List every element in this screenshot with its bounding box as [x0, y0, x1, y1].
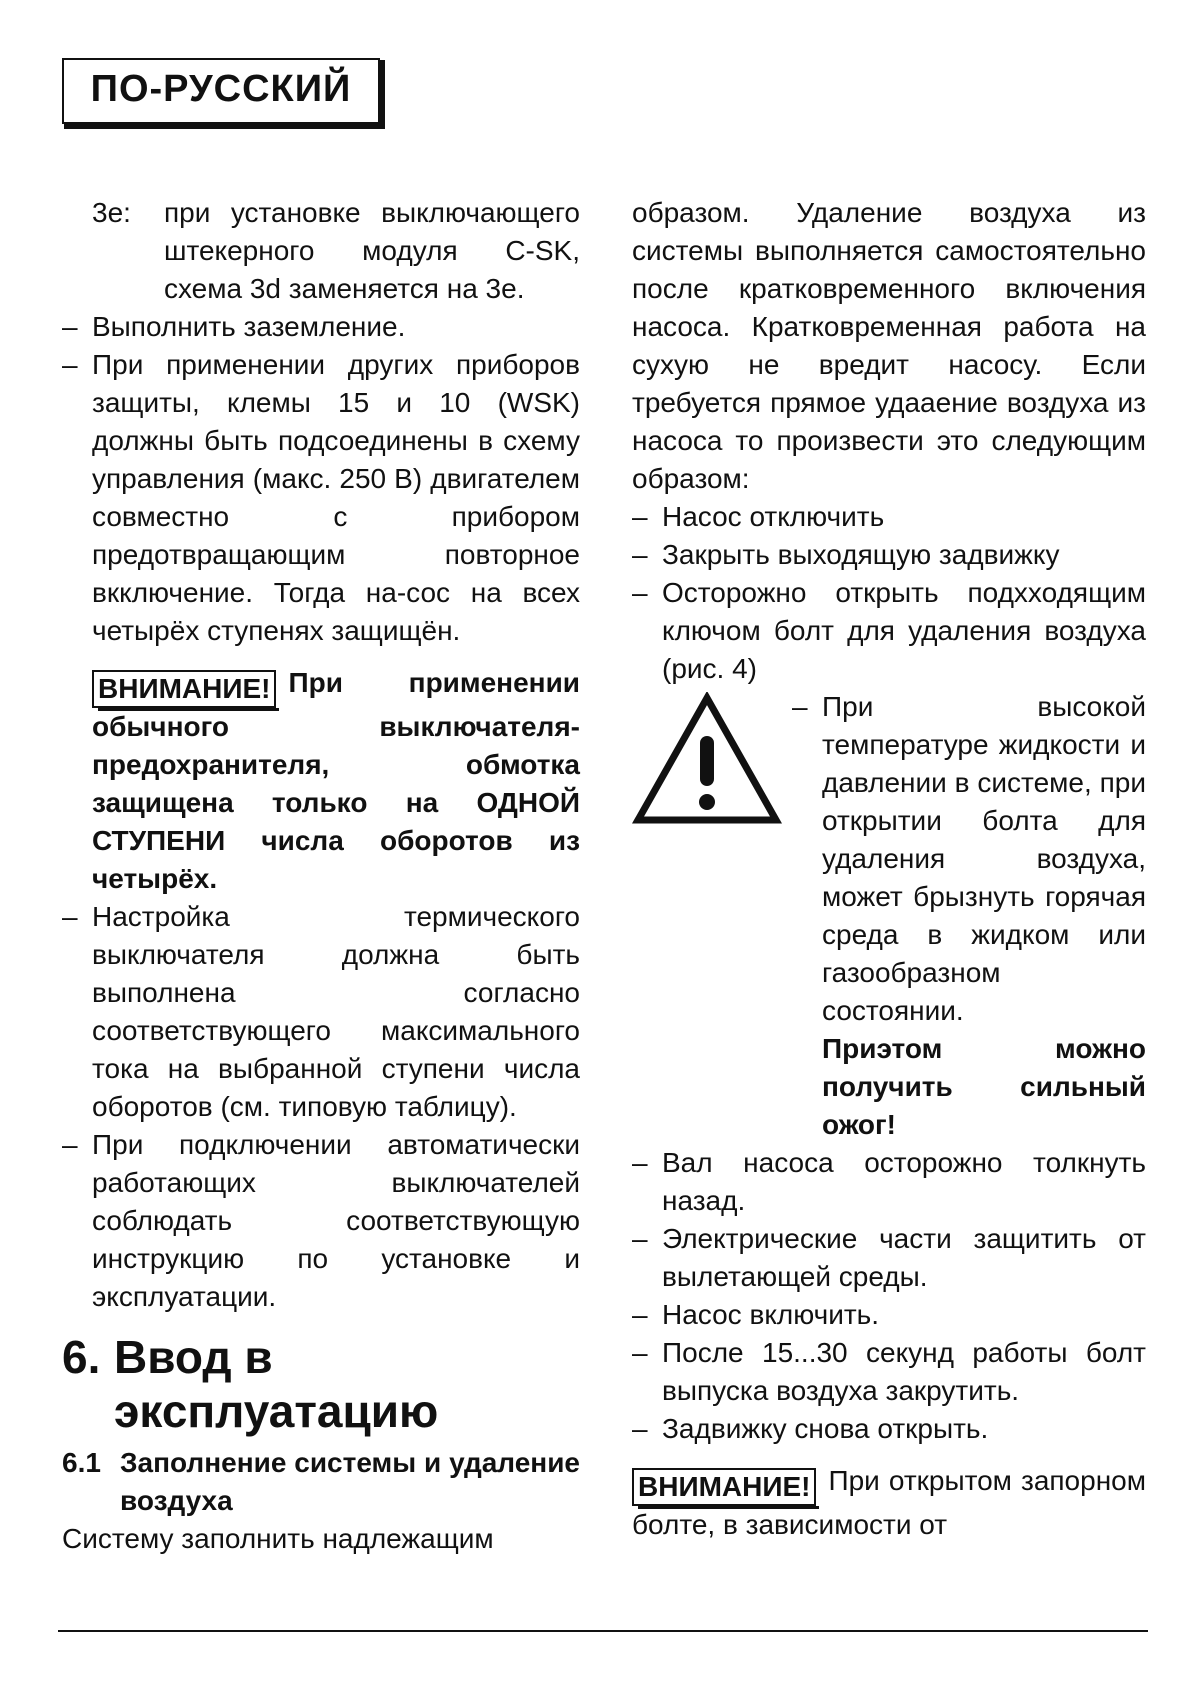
list-item — [62, 346, 580, 650]
dash-mark: – — [632, 1223, 648, 1254]
dash-mark: – — [62, 1129, 78, 1160]
warning-text: При применении обычного выключателя-предохранителя, обмотка защищена только на ОДНОЙ СТУПЕНИ числа оборотов из четырёх. — [92, 667, 580, 894]
section-title-line1: Ввод в — [114, 1331, 273, 1383]
list-item — [632, 1220, 1146, 1296]
item-3e — [62, 194, 580, 308]
list-item — [632, 1334, 1146, 1410]
hazard-block — [632, 688, 1146, 1144]
list-item-text: Задвижку снова открыть. — [662, 1413, 989, 1444]
list-item-text: Настройка термического выключателя должна быть выполнена согласно соответствующего максимального тока на выбранной ступени числа оборотов (см. типовую таблицу). — [92, 901, 580, 1122]
list-item — [632, 498, 1146, 536]
list-item-text: Насос включить. — [662, 1299, 880, 1330]
warning-note-2 — [632, 1462, 1146, 1544]
list-item — [632, 1410, 1146, 1448]
warning-label-box: ВНИМАНИЕ! — [632, 1468, 816, 1506]
section-heading — [62, 1330, 580, 1438]
list-item — [632, 574, 1146, 688]
warning-text: При открытом запорном болте, в зависимости от — [632, 1465, 1146, 1540]
list-item — [632, 1296, 1146, 1334]
dash-mark: – — [792, 691, 808, 722]
list-item — [792, 688, 1146, 1030]
section-title-line2: эксплуатацию — [114, 1385, 439, 1437]
subsection-heading — [62, 1444, 580, 1520]
language-label-box — [62, 58, 380, 124]
footer-rule — [58, 1630, 1148, 1632]
list-item-text: Электрические части защитить от вылетающей среды. — [662, 1223, 1146, 1292]
hazard-text: При высокой температуре жидкости и давлении в системе, при открытии болта для удаления воздуха, может брызнуть горячая среда в жидком или газообразном состоянии. — [822, 691, 1146, 1026]
list-item — [62, 1126, 580, 1316]
list-item-text: При применении других приборов защиты, клемы 15 и 10 (WSK) должны быть подсоединены в схему управления (макс. 250 В) двигателем совместно с прибором предотвращающим повторное вкключение. Тогда на-сос на всех четырёх ступенях защищён. — [92, 349, 580, 646]
list-item-text: Закрыть выходящую задвижку — [662, 539, 1060, 570]
paragraph-continued: образом. Удаление воздуха из системы выполняется самостоятельно после кратковременного включения насоса. Кратковременная работа на сухую не вредит насосу. Если требуется прямое удааение воздуха из насоса то произвести это следующим образом: — [632, 197, 1146, 494]
list-item-text: После 15...30 секунд работы болт выпуска воздуха закрутить. — [662, 1337, 1146, 1406]
subsection-title: Заполнение системы и удаление воздуха — [120, 1447, 580, 1516]
left-column — [62, 194, 580, 1558]
list-item — [632, 1144, 1146, 1220]
dash-mark: – — [62, 349, 78, 380]
dash-mark: – — [632, 577, 648, 608]
language-label: ПО-РУССКИЙ — [90, 68, 352, 110]
item-3e-label: 3e: — [92, 197, 131, 228]
dash-mark: – — [632, 501, 648, 532]
list-item-text: Вал насоса осторожно толкнуть назад. — [662, 1147, 1146, 1216]
dash-mark: – — [632, 1299, 648, 1330]
list-item — [632, 536, 1146, 574]
dash-mark: – — [632, 1337, 648, 1368]
subsection-number: 6.1 — [62, 1447, 101, 1478]
list-item-text: Насос отключить — [662, 501, 885, 532]
dash-mark: – — [632, 1147, 648, 1178]
list-item-text: При подключении автоматически работающих выключателей соблюдать соответствующую инструкцию по установке и эксплуатации. — [92, 1129, 580, 1312]
dash-mark: – — [62, 311, 78, 342]
warning-note-1 — [62, 664, 580, 898]
section-number: 6. — [62, 1331, 101, 1383]
hazard-bold-text: Приэтом можно получить сильный ожог! — [822, 1033, 1146, 1140]
list-item — [62, 898, 580, 1126]
dash-mark: – — [632, 1413, 648, 1444]
paragraph-start: Систему заполнить надлежащим — [62, 1523, 494, 1554]
list-item-text: Осторожно открыть подхходящим ключом болт для удаления воздуха (рис. 4) — [662, 577, 1146, 684]
list-item-text: Выполнить заземление. — [92, 311, 406, 342]
warning-label-box: ВНИМАНИЕ! — [92, 670, 276, 708]
list-item — [62, 308, 580, 346]
item-3e-text: при установке выключающего штекерного модуля C-SK, схема 3d заменяется на 3e. — [164, 197, 580, 304]
warning-triangle-icon — [632, 688, 792, 1144]
right-column — [632, 194, 1146, 1544]
dash-mark: – — [62, 901, 78, 932]
hazard-text-block — [792, 688, 1146, 1144]
dash-mark: – — [632, 539, 648, 570]
